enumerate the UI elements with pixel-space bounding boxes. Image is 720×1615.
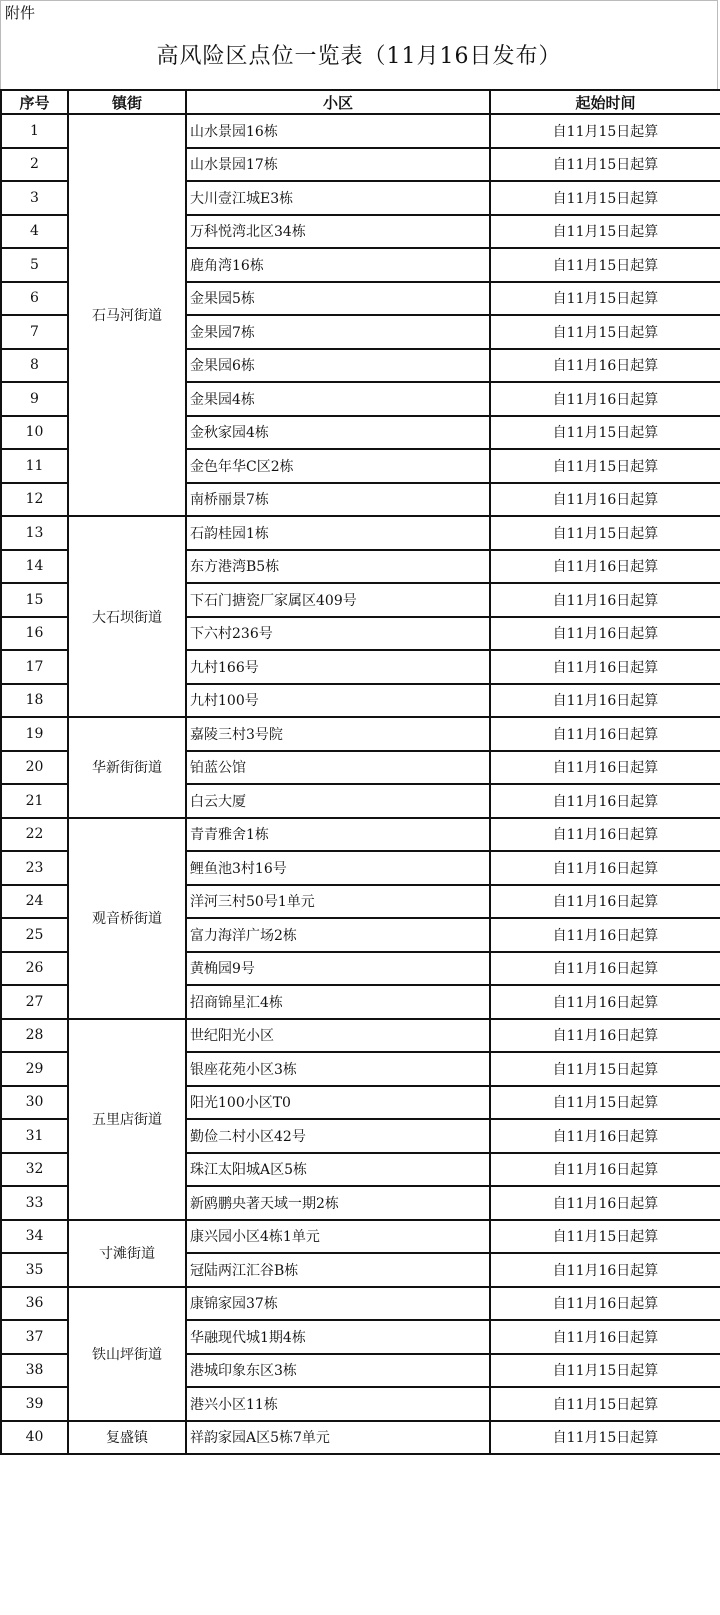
row-index: 9 (1, 382, 68, 416)
row-index: 32 (1, 1153, 68, 1187)
community-cell: 铂蓝公馆 (186, 751, 490, 785)
start-time-cell: 自11月16日起算 (490, 1186, 720, 1220)
row-index: 7 (1, 315, 68, 349)
community-cell: 祥韵家园A区5栋7单元 (186, 1421, 490, 1455)
attachment-label: 附件 (0, 0, 718, 24)
table-row (1, 1287, 720, 1321)
community-cell: 嘉陵三村3号院 (186, 717, 490, 751)
start-time-cell: 自11月15日起算 (490, 148, 720, 182)
row-index: 19 (1, 717, 68, 751)
row-index: 18 (1, 684, 68, 718)
row-index: 16 (1, 617, 68, 651)
row-index: 38 (1, 1354, 68, 1388)
community-cell: 下石门搪瓷厂家属区409号 (186, 583, 490, 617)
community-cell: 青青雅舍1栋 (186, 818, 490, 852)
row-index: 20 (1, 751, 68, 785)
community-cell: 华融现代城1期4栋 (186, 1320, 490, 1354)
community-cell: 金果园7栋 (186, 315, 490, 349)
start-time-cell: 自11月16日起算 (490, 1119, 720, 1153)
row-index: 35 (1, 1253, 68, 1287)
start-time-cell: 自11月16日起算 (490, 1019, 720, 1053)
community-cell: 港兴小区11栋 (186, 1387, 490, 1421)
start-time-cell: 自11月16日起算 (490, 684, 720, 718)
community-cell: 金秋家园4栋 (186, 416, 490, 450)
start-time-cell: 自11月15日起算 (490, 416, 720, 450)
community-cell: 九村166号 (186, 650, 490, 684)
table-row (1, 1421, 720, 1455)
header-community: 小区 (186, 90, 490, 114)
community-cell: 黄桷园9号 (186, 952, 490, 986)
row-index: 14 (1, 550, 68, 584)
street-cell: 大石坝街道 (68, 516, 186, 717)
row-index: 25 (1, 918, 68, 952)
row-index: 30 (1, 1086, 68, 1120)
start-time-cell: 自11月16日起算 (490, 885, 720, 919)
row-index: 31 (1, 1119, 68, 1153)
community-cell: 勤俭二村小区42号 (186, 1119, 490, 1153)
start-time-cell: 自11月16日起算 (490, 751, 720, 785)
start-time-cell: 自11月16日起算 (490, 918, 720, 952)
start-time-cell: 自11月16日起算 (490, 583, 720, 617)
start-time-cell: 自11月16日起算 (490, 550, 720, 584)
row-index: 5 (1, 248, 68, 282)
community-cell: 鹿角湾16栋 (186, 248, 490, 282)
table-row (1, 114, 720, 148)
row-index: 22 (1, 818, 68, 852)
start-time-cell: 自11月16日起算 (490, 717, 720, 751)
community-cell: 万科悦湾北区34栋 (186, 215, 490, 249)
row-index: 23 (1, 851, 68, 885)
start-time-cell: 自11月16日起算 (490, 952, 720, 986)
row-index: 11 (1, 449, 68, 483)
row-index: 21 (1, 784, 68, 818)
start-time-cell: 自11月15日起算 (490, 1387, 720, 1421)
page-title: 高风险区点位一览表（11月16日发布） (0, 24, 718, 89)
community-cell: 山水景园17栋 (186, 148, 490, 182)
start-time-cell: 自11月15日起算 (490, 215, 720, 249)
community-cell: 金色年华C区2栋 (186, 449, 490, 483)
street-cell: 五里店街道 (68, 1019, 186, 1220)
start-time-cell: 自11月16日起算 (490, 985, 720, 1019)
row-index: 1 (1, 114, 68, 148)
start-time-cell: 自11月15日起算 (490, 1421, 720, 1455)
community-cell: 金果园6栋 (186, 349, 490, 383)
row-index: 33 (1, 1186, 68, 1220)
community-cell: 九村100号 (186, 684, 490, 718)
community-cell: 招商锦星汇4栋 (186, 985, 490, 1019)
community-cell: 世纪阳光小区 (186, 1019, 490, 1053)
header-index: 序号 (1, 90, 68, 114)
start-time-cell: 自11月16日起算 (490, 818, 720, 852)
start-time-cell: 自11月16日起算 (490, 1153, 720, 1187)
start-time-cell: 自11月16日起算 (490, 617, 720, 651)
start-time-cell: 自11月15日起算 (490, 1086, 720, 1120)
row-index: 40 (1, 1421, 68, 1455)
community-cell: 珠江太阳城A区5栋 (186, 1153, 490, 1187)
start-time-cell: 自11月16日起算 (490, 349, 720, 383)
street-cell: 观音桥街道 (68, 818, 186, 1019)
table-row (1, 1019, 720, 1053)
community-cell: 金果园5栋 (186, 282, 490, 316)
row-index: 8 (1, 349, 68, 383)
community-cell: 东方港湾B5栋 (186, 550, 490, 584)
start-time-cell: 自11月15日起算 (490, 282, 720, 316)
start-time-cell: 自11月16日起算 (490, 1287, 720, 1321)
start-time-cell: 自11月15日起算 (490, 1354, 720, 1388)
row-index: 29 (1, 1052, 68, 1086)
table-row (1, 717, 720, 751)
community-cell: 白云大厦 (186, 784, 490, 818)
row-index: 36 (1, 1287, 68, 1321)
start-time-cell: 自11月16日起算 (490, 382, 720, 416)
row-index: 37 (1, 1320, 68, 1354)
row-index: 6 (1, 282, 68, 316)
table-row (1, 516, 720, 550)
start-time-cell: 自11月15日起算 (490, 1220, 720, 1254)
street-cell: 寸滩街道 (68, 1220, 186, 1287)
start-time-cell: 自11月16日起算 (490, 1253, 720, 1287)
row-index: 28 (1, 1019, 68, 1053)
community-cell: 富力海洋广场2栋 (186, 918, 490, 952)
community-cell: 新鸥鹏央著天域一期2栋 (186, 1186, 490, 1220)
community-cell: 金果园4栋 (186, 382, 490, 416)
start-time-cell: 自11月16日起算 (490, 851, 720, 885)
row-index: 17 (1, 650, 68, 684)
start-time-cell: 自11月16日起算 (490, 784, 720, 818)
row-index: 2 (1, 148, 68, 182)
header-street: 镇街 (68, 90, 186, 114)
table-row (1, 818, 720, 852)
header-start-time: 起始时间 (490, 90, 720, 114)
start-time-cell: 自11月15日起算 (490, 248, 720, 282)
table-header-row (1, 90, 720, 114)
street-cell: 石马河街道 (68, 114, 186, 516)
row-index: 4 (1, 215, 68, 249)
street-cell: 复盛镇 (68, 1421, 186, 1455)
community-cell: 银座花苑小区3栋 (186, 1052, 490, 1086)
start-time-cell: 自11月15日起算 (490, 315, 720, 349)
row-index: 15 (1, 583, 68, 617)
street-cell: 铁山坪街道 (68, 1287, 186, 1421)
start-time-cell: 自11月16日起算 (490, 483, 720, 517)
row-index: 3 (1, 181, 68, 215)
row-index: 24 (1, 885, 68, 919)
community-cell: 阳光100小区T0 (186, 1086, 490, 1120)
community-cell: 山水景园16栋 (186, 114, 490, 148)
start-time-cell: 自11月16日起算 (490, 650, 720, 684)
row-index: 10 (1, 416, 68, 450)
community-cell: 洋河三村50号1单元 (186, 885, 490, 919)
community-cell: 石韵桂园1栋 (186, 516, 490, 550)
table-body (1, 114, 720, 1454)
row-index: 34 (1, 1220, 68, 1254)
row-index: 27 (1, 985, 68, 1019)
high-risk-table (0, 89, 720, 1455)
table-row (1, 1220, 720, 1254)
community-cell: 下六村236号 (186, 617, 490, 651)
start-time-cell: 自11月15日起算 (490, 516, 720, 550)
start-time-cell: 自11月16日起算 (490, 1320, 720, 1354)
street-cell: 华新街街道 (68, 717, 186, 818)
community-cell: 港城印象东区3栋 (186, 1354, 490, 1388)
community-cell: 康兴园小区4栋1单元 (186, 1220, 490, 1254)
community-cell: 冠陆两江汇谷B栋 (186, 1253, 490, 1287)
start-time-cell: 自11月15日起算 (490, 1052, 720, 1086)
community-cell: 康锦家园37栋 (186, 1287, 490, 1321)
community-cell: 鲤鱼池3村16号 (186, 851, 490, 885)
start-time-cell: 自11月15日起算 (490, 449, 720, 483)
start-time-cell: 自11月15日起算 (490, 114, 720, 148)
community-cell: 南桥丽景7栋 (186, 483, 490, 517)
row-index: 26 (1, 952, 68, 986)
start-time-cell: 自11月15日起算 (490, 181, 720, 215)
row-index: 12 (1, 483, 68, 517)
row-index: 13 (1, 516, 68, 550)
community-cell: 大川壹江城E3栋 (186, 181, 490, 215)
row-index: 39 (1, 1387, 68, 1421)
